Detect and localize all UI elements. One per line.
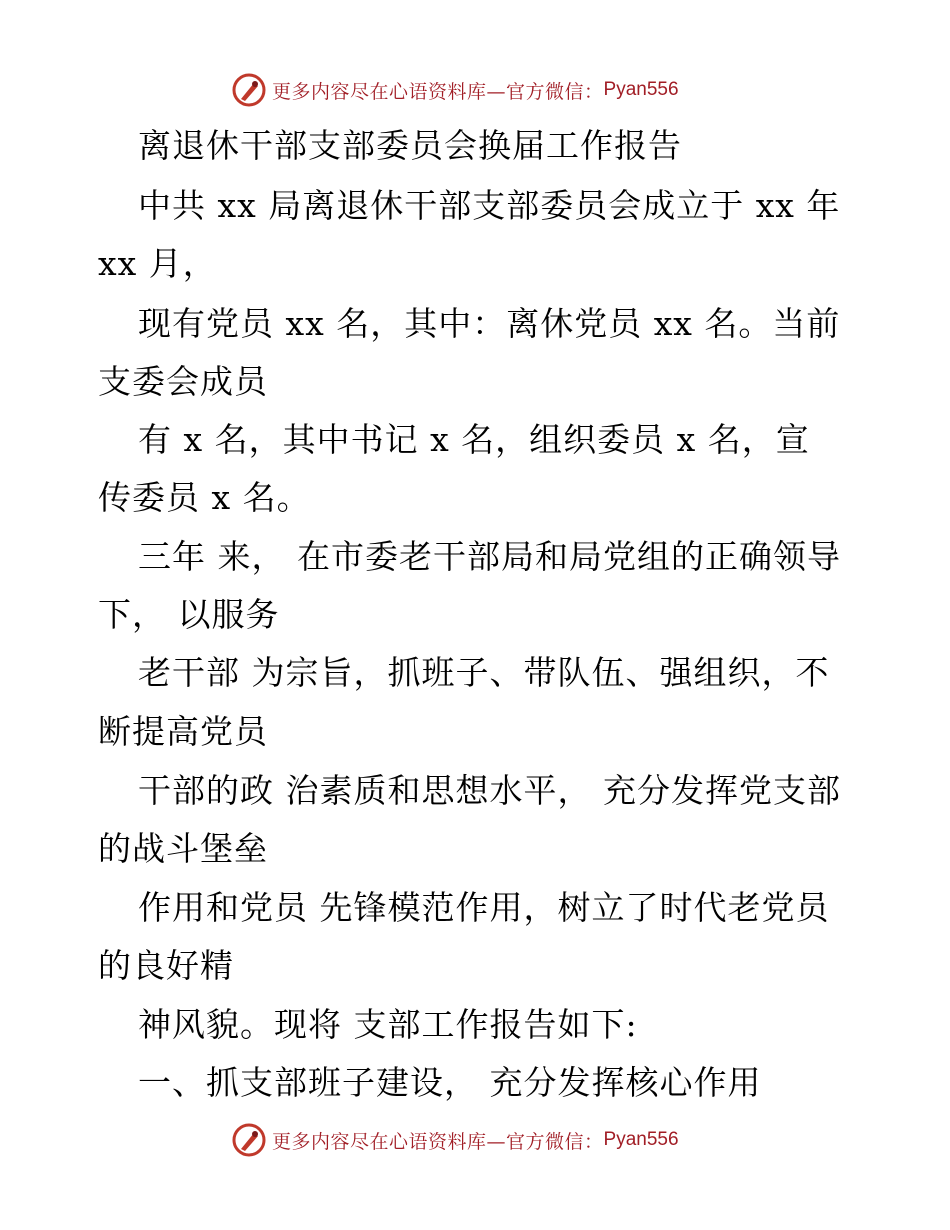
doc-line: 断提高党员 xyxy=(98,712,268,751)
doc-line: 有 x 名，其中书记 x 名，组织委员 x 名，宣 xyxy=(138,420,810,459)
doc-line: 干部的政 治素质和思想水平， 充分发挥党支部 xyxy=(138,771,841,810)
pen-logo-icon xyxy=(232,1123,266,1157)
doc-line: 的良好精 xyxy=(98,946,234,985)
doc-line: 作用和党员 先锋模范作用，树立了时代老党员 xyxy=(138,888,830,927)
doc-line: 中共 xx 局离退休干部支部委员会成立于 xx 年 xyxy=(138,186,841,225)
doc-line: xx 月， xyxy=(98,244,217,283)
doc-line: 现有党员 xx 名，其中：离休党员 xx 名。当前 xyxy=(138,304,841,343)
doc-line: 三年 来， 在市委老干部局和局党组的正确领导 xyxy=(138,537,841,576)
watermark-header xyxy=(232,72,679,108)
doc-line: 老干部 为宗旨，抓班子、带队伍、强组织，不 xyxy=(138,653,830,692)
watermark-brand-text: 更多内容尽在心语资料库—官方微信： xyxy=(272,80,604,103)
watermark-footer xyxy=(232,1122,679,1158)
doc-line: 支委会成员 xyxy=(98,362,268,401)
doc-line: 神风貌。现将 支部工作报告如下: xyxy=(138,1005,638,1044)
watermark-wechat-id: Pyan556 xyxy=(603,79,679,100)
watermark-wechat-id: Pyan556 xyxy=(603,1129,679,1150)
doc-title: 离退休干部支部委员会换届工作报告 xyxy=(138,126,682,165)
pen-logo-icon xyxy=(232,73,266,107)
watermark-brand-text: 更多内容尽在心语资料库—官方微信： xyxy=(272,1130,604,1153)
doc-line: 传委员 x 名。 xyxy=(98,478,311,517)
doc-section-heading: 一、抓支部班子建设， 充分发挥核心作用 xyxy=(138,1063,762,1102)
doc-line: 下， 以服务 xyxy=(98,595,280,634)
doc-line: 的战斗堡垒 xyxy=(98,829,268,868)
